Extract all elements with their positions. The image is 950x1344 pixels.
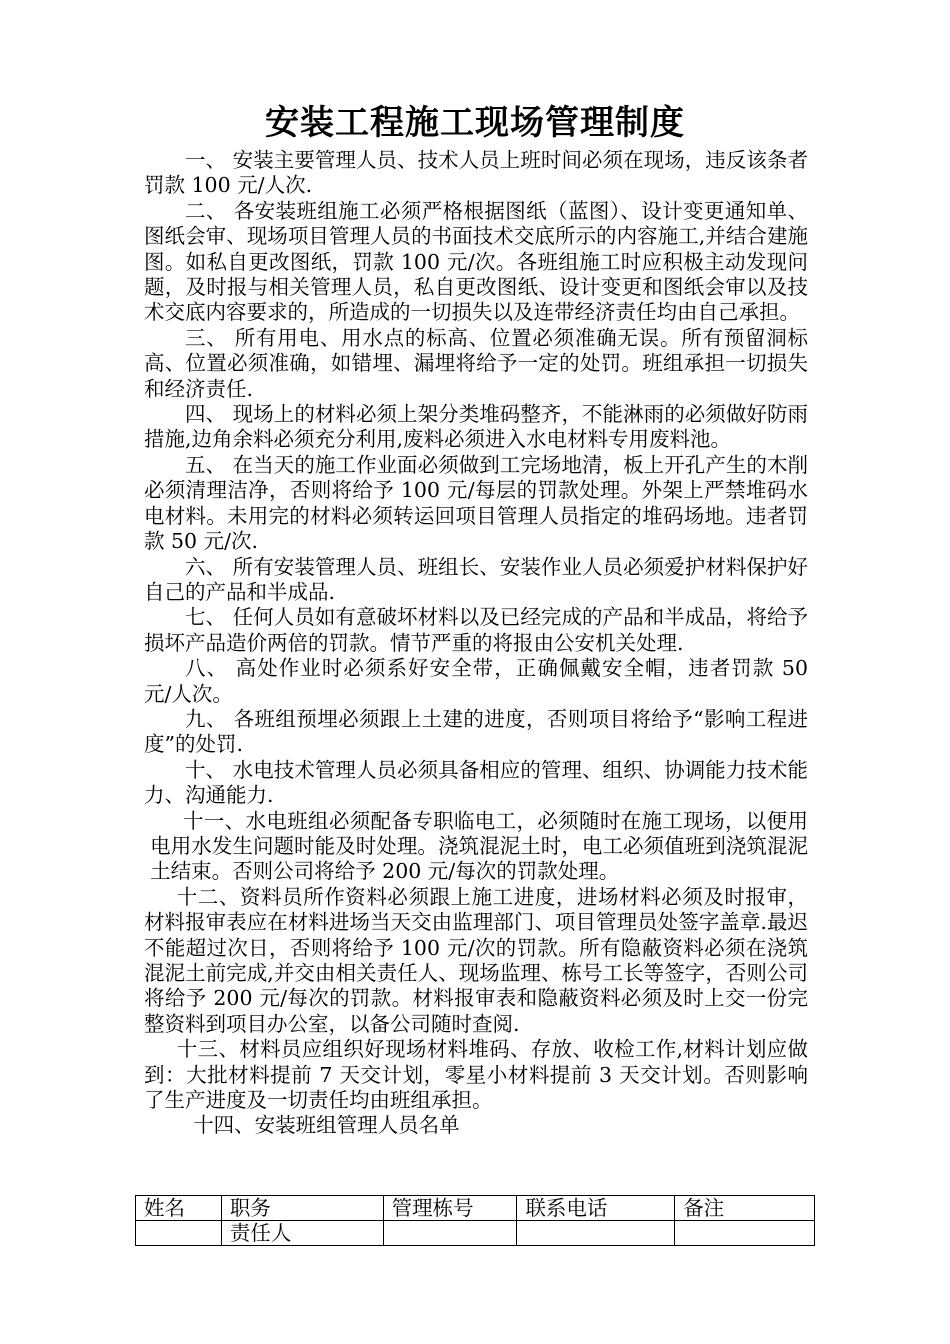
header-phone: 联系电话 xyxy=(517,1196,675,1221)
paragraph-12: 十二、资料员所作资料必须跟上施工进度，进场材料必须及时报审，材料报审表应在材料进场当天交由监理部门、项目管理员处签字盖章.最迟不能超过次日，否则将给予 100 元/次的罚款。所有隐蔽资料必须在浇筑混泥土前完成,并交由相关责任人、现场监理、栋号工长等签字，否则公司将给予 200 元/每次的罚款。材料报审表和隐蔽资料必须及时上交一份完整资料到项目办公室，以备公司随时查阅. xyxy=(144,884,808,1036)
paragraph-9: 九、 各班组预埋必须跟上土建的进度，否则项目将给予“影响工程进度”的处罚. xyxy=(144,706,808,757)
roster-title: 十四、安装班组管理人员名单 xyxy=(193,1113,460,1138)
document-title: 安装工程施工现场管理制度 xyxy=(265,103,685,143)
paragraph-1: 一、 安装主要管理人员、技术人员上班时间必须在现场，违反该条者罚款 100 元/人次. xyxy=(144,148,808,198)
header-remarks: 备注 xyxy=(675,1196,815,1221)
paragraph-7: 七、 任何人员如有意破坏材料以及已经完成的产品和半成品，将给予损坏产品造价两倍的罚款。情节严重的将报由公安机关处理. xyxy=(144,605,808,655)
document-body xyxy=(144,148,808,1139)
cell-building xyxy=(383,1221,517,1246)
paragraph-6: 六、 所有安装管理人员、班组长、安装作业人员必须爱护材料保护好自己的产品和半成品. xyxy=(144,554,808,604)
roster-table xyxy=(135,1195,815,1246)
cell-remarks xyxy=(675,1221,815,1246)
cell-phone xyxy=(517,1221,675,1246)
header-position: 职务 xyxy=(221,1196,383,1221)
table-header-row xyxy=(136,1196,815,1221)
paragraph-13: 十三、材料员应组织好现场材料堆码、存放、收检工作,材料计划应做到：大批材料提前 7 天交计划，零星小材料提前 3 天交计划。否则影响了生产进度及一切责任均由班组承担。 xyxy=(144,1037,808,1113)
paragraph-11-rest: 便用电用水发生问题时能及时处理。浇筑混泥土时，电工必须值班到浇筑混泥土结束。否则公司将给予 200 元/每次的罚款处理。 xyxy=(150,808,809,884)
header-name: 姓名 xyxy=(136,1196,222,1221)
paragraph-8: 八、 高处作业时必须系好安全带，正确佩戴安全帽，违者罚款 50 元/人次。 xyxy=(144,656,808,706)
paragraph-5: 五、 在当天的施工作业面必须做到工完场地清，板上开孔产生的木削必须清理洁净，否则将给予 100 元/每层的罚款处理。外架上严禁堆码水电材料。未用完的材料必须转运回项目管理人员指定的堆码场地。违者罚款 50 元/次. xyxy=(144,452,808,554)
cell-position: 责任人 xyxy=(221,1221,383,1246)
header-building: 管理栋号 xyxy=(383,1196,517,1221)
paragraph-11 xyxy=(144,809,808,885)
paragraph-11-first-line: 十一、水电班组必须配备专职临电工，必须随时在施工现场，以 xyxy=(182,808,767,833)
table-row xyxy=(136,1221,815,1246)
paragraph-3: 三、 所有用电、用水点的标高、位置必须准确无误。所有预留洞标高、位置必须准确，如错埋、漏埋将给予一定的处罚。班组承担一切损失和经济责任. xyxy=(144,325,808,401)
paragraph-2: 二、 各安装班组施工必须严格根据图纸（蓝图）、设计变更通知单、图纸会审、现场项目管理人员的书面技术交底所示的内容施工,并结合建施图。如私自更改图纸，罚款 100 元/次。各班组施工时应积极主动发现问题，及时报与相关管理人员，私自更改图纸、设计变更和图纸会审以及技术交底内容要求的，所造成的一切损失以及连带经济责任均由自己承担。 xyxy=(144,198,808,325)
paragraph-4: 四、 现场上的材料必须上架分类堆码整齐，不能淋雨的必须做好防雨措施,边角余料必须充分利用,废料必须进入水电材料专用废料池。 xyxy=(144,402,808,452)
cell-name xyxy=(136,1221,222,1246)
paragraph-10: 十、 水电技术管理人员必须具备相应的管理、组织、协调能力技术能力、沟通能力. xyxy=(144,757,808,808)
